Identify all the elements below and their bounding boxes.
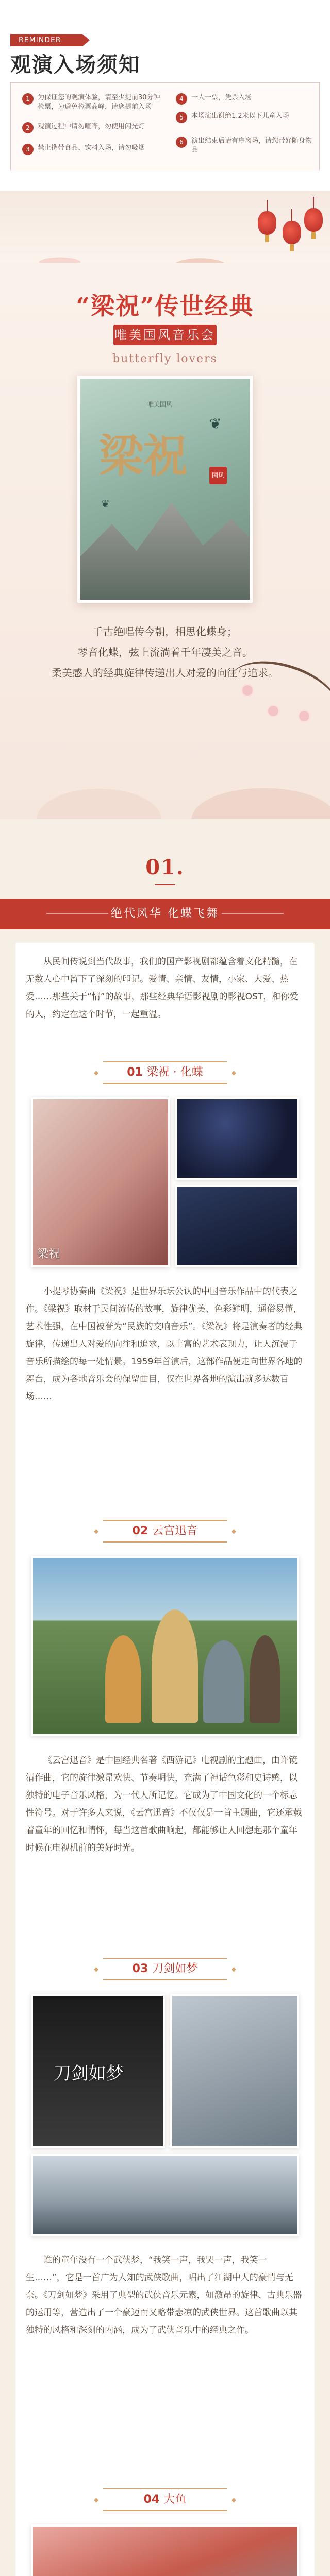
song-photo — [31, 2154, 299, 2236]
notice-text: 演出结束后请有序离场，请您带好随身物品 — [191, 137, 312, 154]
song-photo — [31, 2524, 299, 2576]
lantern-icon — [283, 221, 301, 244]
cloud-decoration — [0, 191, 330, 263]
song-description: 《云宫迅音》是中国经典名著《西游记》电视剧的主题曲，由许镜清作曲，它的旋律激昂欢快、节奏明快，充满了神话色彩和史诗感，以独特的电子音乐风格，为一代人所记忆。它成为了中国文化的一个标志性符号。对于许多人来说，《云宫迅音》不仅仅是一首主题曲，它还承载着童年的回忆和情怀，每当这首歌曲响起，都能够让人回想起那个童年时候在电视机前的美好时光。 — [26, 1755, 302, 1853]
reminder-tag: REMINDER — [10, 34, 82, 46]
song-index: 04 — [143, 2493, 160, 2506]
song-photo — [175, 1097, 299, 1180]
song-heading — [103, 1061, 227, 1084]
photo-caption: 刀剑如梦 — [54, 2063, 124, 2084]
butterfly-icon: ❦ — [101, 498, 110, 510]
notice-number: 5 — [176, 112, 187, 123]
notice-number: 2 — [22, 122, 34, 133]
notice-text: 为保证您的观演体验，请至少提前30分钟检票，为避免检票高峰，请您提前入场 — [38, 94, 160, 111]
song-index: 02 — [132, 1524, 148, 1537]
notice-text: 本场演出谢绝1.2米以下儿童入场 — [191, 112, 289, 120]
song-photo — [175, 1185, 299, 1267]
hero-section — [0, 191, 330, 819]
concert-poster — [77, 376, 253, 603]
song-heading — [103, 1958, 227, 1980]
song-photo — [31, 1556, 299, 1736]
blossom-icon — [242, 685, 253, 696]
poem-line: 琴音化蝶，弦上流淌着千年凄美之音。 — [77, 646, 253, 658]
poem-line: 千古绝唱传今朝，相思化蝶身； — [93, 625, 237, 638]
poster-seal: 国风 — [209, 467, 227, 484]
song-description: 小提琴协奏曲《梁祝》是世界乐坛公认的中国音乐作品中的代表之作。《梁祝》取材于民间流传的故事，旋律优美、色彩鲜明，通俗易懂，艺术性强，在中国被誉为“民族的交响音乐”。《梁祝》将是演奏者的经典旋律，传递出人对爱的向往和追求，以丰富的艺术表现力，让人沉浸于音乐所描绘的每一处情景。1959年首演后，这部作品便走向世界各地的舞台，成为各地音乐会的保留曲目，仅在世界各地的演出就多达数百场…… — [26, 1286, 303, 1402]
butterfly-icon: ❦ — [209, 415, 222, 432]
section-rule — [155, 884, 175, 885]
section-banner: 绝代风华 化蝶飞舞 — [0, 899, 330, 929]
poster-calligraphy: 梁祝 — [99, 430, 188, 482]
lantern-icon — [304, 208, 323, 232]
lantern-icon — [258, 211, 276, 235]
song-index: 03 — [132, 1962, 148, 1975]
notice-item — [176, 137, 315, 155]
notice-title: 观演入场须知 — [10, 53, 140, 77]
poster-small-text: 唯美国风 — [147, 401, 173, 408]
figure-illustration — [105, 1635, 141, 1723]
song-name: 大鱼 — [163, 2493, 187, 2506]
notice-number: 4 — [176, 93, 187, 105]
notice-number: 3 — [22, 144, 34, 155]
notice-number: 1 — [22, 93, 34, 105]
notice-section — [0, 0, 330, 191]
song-description: 谁的童年没有一个武侠梦，“我笑一声，我哭一声，我笑一生……”，它是一首广为人知的武侠歌曲，唱出了江湖中人的豪情与无奈。《刀剑如梦》采用了典型的武侠音乐元素，如激昂的旋律、古典乐器的运用等，营造出了一个豪迈而又略带悲凉的武侠世界。这首歌曲以其独特的风格和深刻的内涵，成为了武侠音乐中的经典之作。 — [26, 2255, 302, 2335]
poem-line: 柔美感人的经典旋律传递出人对爱的向往与追求。 — [52, 667, 278, 679]
notice-item — [22, 144, 161, 155]
notice-item — [22, 93, 161, 112]
figure-illustration — [203, 1640, 244, 1723]
notice-list — [10, 82, 320, 170]
figure-illustration — [152, 1609, 198, 1723]
concert-title: “梁祝”传世经典 — [76, 292, 254, 320]
song-index: 01 — [127, 1066, 143, 1079]
concert-subtitle: 唯美国风音乐会 — [113, 325, 217, 345]
notice-item — [22, 122, 161, 133]
song-photo — [170, 1994, 299, 2148]
hill-decoration — [0, 706, 330, 819]
song-photo — [31, 1097, 170, 1267]
section-number: 01. — [145, 855, 185, 879]
figure-illustration — [250, 1635, 280, 1723]
song-heading — [103, 2488, 227, 2511]
notice-item — [176, 93, 315, 105]
song-photo — [31, 1994, 165, 2148]
concert-english-title: butterfly lovers — [112, 352, 218, 365]
notice-text: 观演过程中请勿喧哗，勿使用闪光灯 — [38, 123, 145, 130]
notice-text: 禁止携带食品、饮料入场，请勿吸烟 — [38, 144, 145, 152]
notice-text: 一人一票，凭票入场 — [191, 94, 252, 101]
photo-caption: 梁祝 — [37, 1248, 60, 1261]
song-name: 云宫迅音 — [152, 1524, 198, 1537]
intro-paragraph: 从民间传说到当代故事，我们的国产影视剧都蕴含着文化精髓，在无数人心中留下了深刻的印记。爱情、亲情、友情，小家、大爱、热爱……那些关于“情”的故事，那些经典华语影视剧的影视OST，和你爱的人，约定在这个时节，一起重温。 — [26, 957, 299, 1020]
song-name: 刀剑如梦 — [152, 1962, 198, 1975]
notice-number: 6 — [176, 137, 187, 148]
song-heading — [103, 1520, 227, 1543]
notice-item — [176, 112, 315, 123]
song-name: 梁祝 · 化蝶 — [146, 1066, 203, 1079]
